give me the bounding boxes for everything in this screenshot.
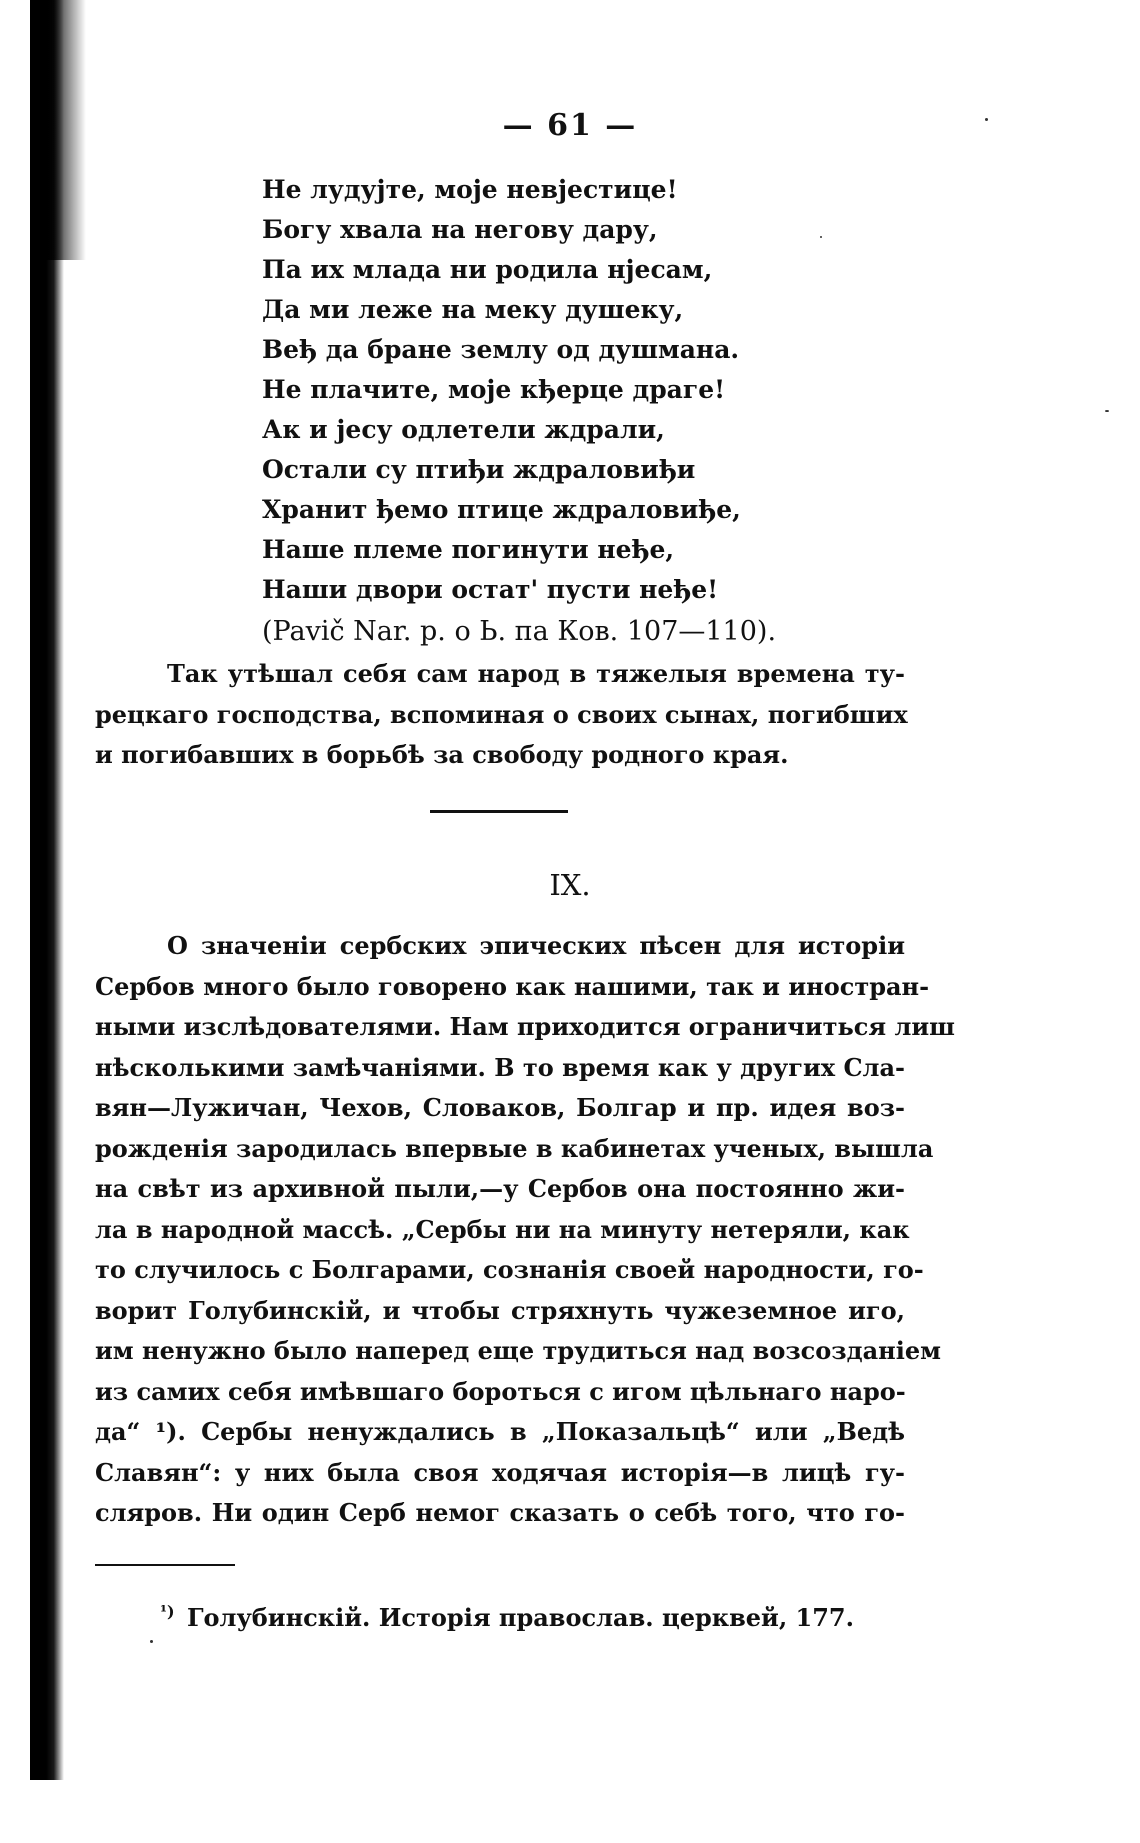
footnote-rule bbox=[95, 1564, 235, 1566]
paragraph-line: вян—Лужичан, Чехов, Словаков, Болгар и пр. идея воз- bbox=[95, 1093, 905, 1122]
paragraph-line: им ненужно было наперед еще трудиться над возсозданіем bbox=[95, 1336, 941, 1365]
footnote-text: Голубинскій. Исторія православ. церквей, 177. bbox=[186, 1603, 854, 1632]
poem-line: Хранит ђемо птице ждраловиђе, bbox=[262, 495, 741, 524]
scan-speck bbox=[1105, 410, 1109, 412]
paragraph-line: Сербов много было говорено как нашими, так и иностран- bbox=[95, 971, 930, 1001]
poem-line: Не лудујте, моје невјестице! bbox=[262, 175, 678, 204]
section-title: IX. bbox=[549, 868, 591, 902]
paragraph-line: ными изслѣдователями. Нам приходится ограничиться лиш bbox=[95, 1012, 955, 1041]
poem-line: Остали су птиђи ждраловиђи bbox=[262, 455, 696, 484]
scan-speck bbox=[820, 236, 822, 238]
footnote-marker: ¹) bbox=[160, 1602, 175, 1621]
paragraph-line: из самих себя имѣвшаго бороться с игом цѣльнаго наро- bbox=[95, 1376, 906, 1406]
poem-source-citation: (Pavič Nar. p. o Ь. па Ков. 107—110). bbox=[262, 616, 777, 647]
scan-speck bbox=[150, 1640, 153, 1643]
poem-line: Веђ да бране землу од душмана. bbox=[262, 335, 740, 364]
paragraph-line: Так утѣшал себя сам народ в тяжелыя времена ту- bbox=[167, 659, 905, 688]
poem-line: Наше племе погинути неђе, bbox=[262, 535, 675, 564]
paragraph-line: ла в народной массѣ. „Сербы ни на минуту нетеряли, как bbox=[95, 1214, 910, 1244]
footnote bbox=[160, 1602, 960, 1632]
paragraph-line: О значеніи сербских эпических пѣсен для исторіи bbox=[167, 931, 905, 960]
poem-line: Наши двори остат' пусти неђе! bbox=[262, 575, 719, 604]
poem-block bbox=[262, 170, 982, 652]
poem-line: Богу хвала на негову дару, bbox=[262, 215, 658, 244]
paragraph-line: да“ ¹). Сербы ненуждались в „Показальцѣ“ или „Ведѣ bbox=[95, 1417, 905, 1446]
closing-paragraph bbox=[95, 654, 908, 776]
paragraph-line: рецкаго господства, вспоминая о своих сынах, погибших bbox=[95, 699, 908, 729]
section-divider bbox=[430, 810, 568, 813]
page-number: — 61 — bbox=[502, 108, 638, 143]
section-paragraph bbox=[95, 926, 955, 1534]
scan-speck bbox=[985, 118, 988, 121]
paragraph-line: то случилось с Болгарами, сознанія своей народности, го- bbox=[95, 1255, 924, 1284]
paragraph-line: рожденія зародилась впервые в кабинетах ученых, вышла bbox=[95, 1133, 934, 1163]
poem-line: Не плачите, моје кђерце драге! bbox=[262, 375, 726, 404]
poem-line: Па их млада ни родила нјесам, bbox=[262, 255, 713, 284]
paragraph-line: на свѣт из архивной пыли,—у Сербов она постоянно жи- bbox=[95, 1174, 905, 1203]
paragraph-line: Славян“: у них была своя ходячая исторія—в лицѣ гу- bbox=[95, 1457, 905, 1487]
paragraph-line: и погибавших в борьбѣ за свободу родного края. bbox=[95, 740, 789, 769]
poem-line: Да ми леже на меку душеку, bbox=[262, 295, 684, 324]
paragraph-line: нѣсколькими замѣчаніями. В то время как у других Сла- bbox=[95, 1052, 905, 1082]
poem-line: Ак и јесу одлетели ждрали, bbox=[262, 415, 665, 444]
paragraph-line: сляров. Ни один Серб немог сказать о себѣ того, что го- bbox=[95, 1498, 905, 1527]
paragraph-line: ворит Голубинскій, и чтобы стряхнуть чужеземное иго, bbox=[95, 1295, 905, 1325]
